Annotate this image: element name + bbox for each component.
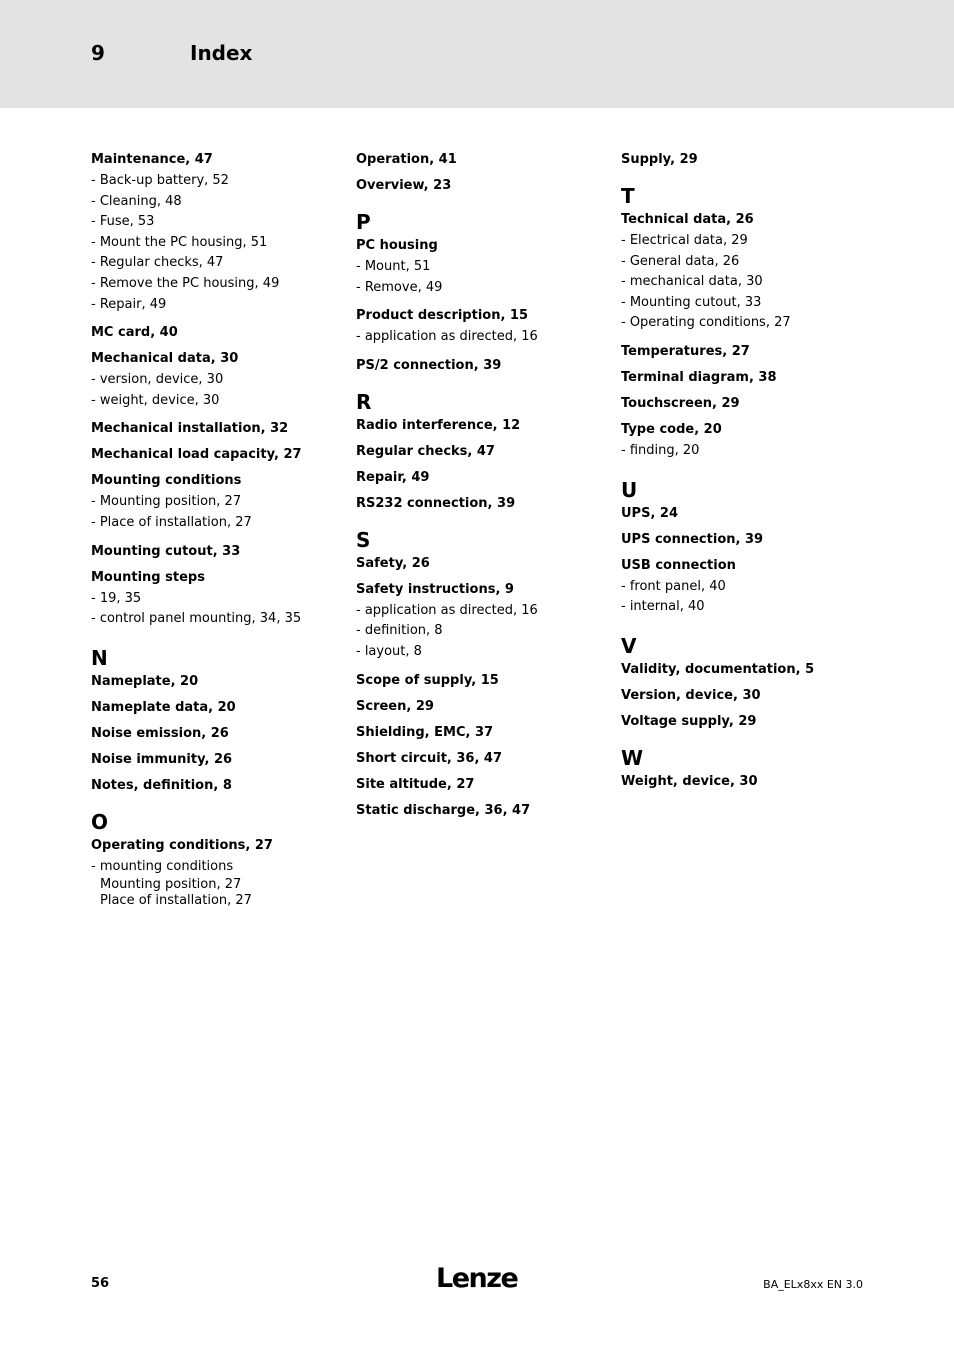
- index-term: Terminal diagram, 38: [621, 369, 777, 385]
- index-term: RS232 connection, 39: [356, 495, 516, 511]
- index-term: Supply, 29: [621, 152, 698, 167]
- index-subentry: - Mount, 51: [356, 259, 431, 274]
- index-entry: [621, 395, 871, 412]
- index-subentry: - weight, device, 30: [91, 392, 220, 408]
- index-subentry: - finding, 20: [621, 442, 700, 458]
- index-term: Radio interference, 12: [356, 417, 521, 433]
- index-term: Type code, 20: [621, 421, 722, 437]
- section-letter: R: [356, 389, 372, 414]
- index-entry: [91, 472, 341, 533]
- index-entry: [91, 837, 341, 910]
- index-column-3: [621, 151, 871, 799]
- index-term: Noise immunity, 26: [91, 751, 233, 767]
- index-term: Noise emission, 26: [91, 725, 229, 741]
- page-number: 56: [91, 1276, 110, 1291]
- index-term: Short circuit, 36, 47: [356, 750, 503, 766]
- index-entry: [91, 569, 341, 630]
- index-entry: [621, 343, 871, 360]
- index-entry: [356, 495, 606, 512]
- section-letter: P: [356, 210, 371, 234]
- index-entry: [91, 324, 341, 341]
- index-entry: [356, 555, 606, 572]
- index-term: Mechanical load capacity, 27: [91, 447, 302, 463]
- index-term: Site altitude, 27: [356, 776, 475, 792]
- index-subentry: - mechanical data, 30: [621, 274, 763, 290]
- section-letter: N: [91, 645, 108, 670]
- index-subentry: - Place of installation, 27: [91, 514, 252, 530]
- index-subentry: - Operating conditions, 27: [621, 315, 791, 331]
- section-letter: V: [621, 633, 637, 658]
- index-entry: [356, 724, 606, 741]
- index-entry: [621, 369, 871, 386]
- index-term: Nameplate data, 20: [91, 699, 236, 715]
- index-term: Weight, device, 30: [621, 773, 758, 789]
- index-term: Mechanical data, 30: [91, 351, 239, 367]
- index-term: PC housing: [356, 238, 438, 253]
- index-term: Notes, definition, 8: [91, 777, 232, 793]
- index-term: Mounting cutout, 33: [91, 543, 241, 559]
- index-term: Technical data, 26: [621, 212, 754, 227]
- index-entry: [356, 802, 606, 819]
- index-entry: [621, 661, 871, 678]
- index-entry: [91, 673, 341, 690]
- index-entry: [91, 446, 341, 463]
- index-term: Product description, 15: [356, 308, 529, 324]
- index-term: UPS connection, 39: [621, 531, 764, 547]
- index-entry: [621, 713, 871, 730]
- index-entry: [621, 531, 871, 548]
- section-letter: S: [356, 527, 371, 552]
- section-letter: U: [621, 477, 638, 502]
- index-term: Shielding, EMC, 37: [356, 724, 494, 740]
- index-entry: [91, 725, 341, 742]
- index-term: Mechanical installation, 32: [91, 421, 289, 437]
- index-subentry: - layout, 8: [356, 643, 422, 659]
- chapter-title: Index: [190, 41, 253, 65]
- index-entry: [621, 557, 871, 618]
- index-column-2: [356, 151, 606, 828]
- index-entry: [621, 211, 871, 334]
- index-entry: [356, 151, 606, 168]
- index-term: UPS, 24: [621, 505, 679, 521]
- index-term: Repair, 49: [356, 469, 430, 485]
- index-entry: [356, 698, 606, 715]
- index-term: Touchscreen, 29: [621, 395, 740, 411]
- index-term: Operating conditions, 27: [91, 837, 273, 853]
- index-subentry: - Regular checks, 47: [91, 255, 224, 271]
- index-subentry: - version, device, 30: [91, 372, 224, 388]
- index-entry: [356, 357, 606, 374]
- index-subentry: - Remove the PC housing, 49: [91, 275, 280, 291]
- index-entry: [621, 773, 871, 790]
- index-subentry: - internal, 40: [621, 599, 705, 615]
- index-subentry: - control panel mounting, 34, 35: [91, 611, 302, 627]
- section-letter: O: [91, 809, 109, 834]
- index-term: Mounting steps: [91, 569, 205, 585]
- section-letter: T: [621, 184, 635, 208]
- index-subentry: - definition, 8: [356, 623, 443, 639]
- index-subentry: - Back-up battery, 52: [91, 173, 229, 188]
- index-subentry: - mounting conditions: [91, 858, 234, 874]
- index-entry: [356, 581, 606, 663]
- document-code: BA_ELx8xx EN 3.0: [763, 1278, 863, 1291]
- index-term: Temperatures, 27: [621, 343, 750, 359]
- index-entry: [91, 751, 341, 768]
- section-letter: W: [621, 745, 644, 770]
- index-subentry: - Remove, 49: [356, 279, 443, 295]
- index-entry: [356, 469, 606, 486]
- index-subentry: - Repair, 49: [91, 296, 167, 312]
- chapter-number: 9: [91, 41, 105, 65]
- index-term: Scope of supply, 15: [356, 672, 499, 688]
- index-term: Voltage supply, 29: [621, 713, 757, 729]
- index-entry: [621, 151, 871, 168]
- index-entry: [91, 151, 341, 315]
- index-subentry: - 19, 35: [91, 590, 142, 606]
- index-entry: [91, 420, 341, 437]
- index-term: Operation, 41: [356, 152, 457, 167]
- index-entry: [621, 421, 871, 462]
- index-entry: [621, 505, 871, 522]
- index-term: PS/2 connection, 39: [356, 357, 502, 373]
- index-entry: [356, 776, 606, 793]
- header-band: [0, 0, 954, 108]
- index-subentry: - Fuse, 53: [91, 214, 155, 230]
- index-term: Overview, 23: [356, 178, 452, 193]
- index-subentry: - Mounting position, 27: [91, 494, 242, 510]
- index-subentry-continuation: Mounting position, 27: [100, 877, 242, 893]
- index-term: Safety, 26: [356, 555, 430, 571]
- index-column-1: [91, 151, 341, 918]
- index-term: Nameplate, 20: [91, 673, 199, 689]
- index-entry: [356, 307, 606, 348]
- index-term: Screen, 29: [356, 698, 434, 714]
- index-term: Static discharge, 36, 47: [356, 802, 531, 818]
- index-entry: [356, 237, 606, 298]
- index-subentry-continuation: Place of installation, 27: [100, 893, 252, 909]
- index-term: Version, device, 30: [621, 687, 761, 703]
- index-term: Maintenance, 47: [91, 152, 213, 167]
- index-term: MC card, 40: [91, 325, 178, 341]
- index-entry: [91, 777, 341, 794]
- index-term: Validity, documentation, 5: [621, 661, 815, 677]
- index-entry: [356, 750, 606, 767]
- index-subentry: - General data, 26: [621, 253, 740, 269]
- index-subentry: - front panel, 40: [621, 578, 726, 594]
- index-subentry: - Mounting cutout, 33: [621, 294, 762, 310]
- index-entry: [356, 443, 606, 460]
- index-subentry: - Electrical data, 29: [621, 233, 748, 248]
- index-subentry: - Mount the PC housing, 51: [91, 234, 268, 250]
- lenze-logo: Lenze: [436, 1263, 518, 1294]
- index-entry: [91, 543, 341, 560]
- index-subentry: - application as directed, 16: [356, 329, 538, 345]
- index-subentry: - application as directed, 16: [356, 602, 538, 618]
- index-entry: [91, 350, 341, 411]
- index-term: Safety instructions, 9: [356, 581, 514, 597]
- index-term: Regular checks, 47: [356, 443, 495, 459]
- index-entry: [356, 417, 606, 434]
- index-entry: [356, 177, 606, 194]
- index-entry: [91, 699, 341, 716]
- index-subentry: - Cleaning, 48: [91, 193, 182, 209]
- index-term: Mounting conditions: [91, 473, 242, 489]
- index-entry: [356, 672, 606, 689]
- index-entry: [621, 687, 871, 704]
- index-term: USB connection: [621, 557, 736, 573]
